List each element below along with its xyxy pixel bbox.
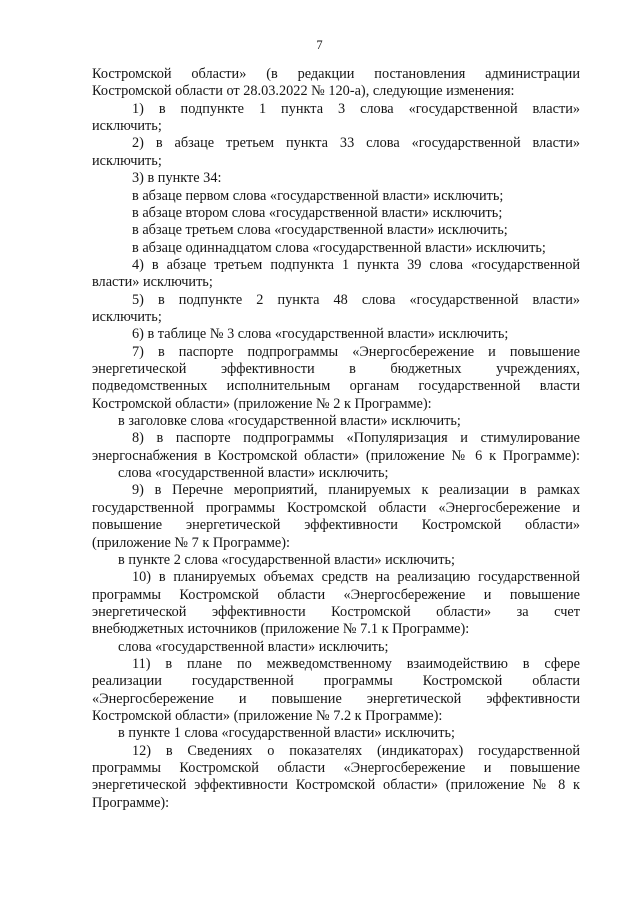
page-number: 7	[316, 38, 323, 52]
text-line: программы Костромской области «Энергосбережение и повышение	[92, 586, 580, 603]
text-line: 10) в планируемых объемах средств на реализацию государственной	[132, 569, 580, 586]
text-line: в пункте 1 слова «государственной власти» исключить;	[118, 725, 455, 742]
text-line: (приложение № 7 к Программе):	[92, 534, 291, 551]
text-line: Костромской области» (приложение № 7.2 к Программе):	[92, 708, 443, 724]
text-line: 2) в абзаце третьем пункта 33 слова «государственной власти»	[132, 135, 580, 152]
text-line: в абзаце втором слова «государственной власти» исключить;	[132, 204, 503, 221]
text-line: 6) в таблице № 3 слова «государственной власти» исключить;	[132, 326, 509, 343]
text-line: слова «государственной власти» исключить;	[118, 465, 389, 482]
text-line: в заголовке слова «государственной власти» исключить;	[118, 413, 461, 429]
text-line: в абзаце одиннадцатом слова «государственной власти» исключить;	[132, 239, 546, 256]
text-line: исключить;	[92, 152, 162, 169]
text-line: «Энергосбережение и повышение энергетической эффективности	[92, 690, 580, 707]
text-line: 8) в паспорте подпрограммы «Популяризация и стимулирование	[132, 430, 580, 447]
text-line: государственной программы Костромской области «Энергосбережение и	[92, 499, 580, 516]
text-line: программы Костромской области «Энергосбережение и повышение	[92, 760, 580, 776]
text-line: повышение энергетической эффективности Костромской области»	[92, 517, 580, 534]
text-line: энергетической эффективности Костромской области» (приложение № 8 к	[92, 777, 580, 794]
text-line: подведомственных исполнительным органам государственной власти	[92, 378, 580, 395]
text-line: энергоснабжения в Костромской области» (приложение № 6 к Программе):	[92, 447, 580, 464]
text-line: в абзаце третьем слова «государственной власти» исключить;	[132, 222, 508, 239]
text-line: 9) в Перечне мероприятий, планируемых к реализации в рамках	[132, 482, 580, 499]
text-line: 3) в пункте 34:	[132, 170, 222, 187]
text-line: 1) в подпункте 1 пункта 3 слова «государственной власти»	[132, 100, 580, 117]
text-line: 4) в абзаце третьем подпункта 1 пункта 39 слова «государственной	[132, 256, 580, 273]
text-line: Костромской области» (приложение № 2 к Программе):	[92, 395, 432, 412]
text-line: исключить;	[92, 308, 162, 325]
text-line: 7) в паспорте подпрограммы «Энергосбережение и повышение	[132, 343, 580, 360]
text-line: 11) в плане по межведомственному взаимодействию в сфере	[132, 655, 580, 672]
text-line: власти» исключить;	[92, 274, 213, 291]
text-line: слова «государственной власти» исключить;	[118, 638, 389, 655]
text-line: 5) в подпункте 2 пункта 48 слова «государственной власти»	[132, 291, 580, 308]
text-line: Костромской области от 28.03.2022 № 120-а), следующие изменения:	[92, 83, 515, 100]
text-line: внебюджетных источников (приложение № 7.1 к Программе):	[92, 621, 470, 638]
text-line: реализации государственной программы Костромской области	[92, 673, 580, 690]
text-line: 12) в Сведениях о показателях (индикаторах) государственной	[132, 742, 580, 759]
text-line: энергетической эффективности в бюджетных учреждениях,	[92, 361, 580, 377]
text-line: исключить;	[92, 118, 162, 135]
text-line: в пункте 2 слова «государственной власти» исключить;	[118, 551, 455, 568]
text-line: Программе):	[92, 794, 170, 811]
text-line: энергетической эффективности Костромской области» за счет	[92, 603, 580, 620]
text-line: в абзаце первом слова «государственной власти» исключить;	[132, 187, 504, 204]
text-line: Костромской области» (в редакции постановления администрации	[92, 66, 580, 82]
